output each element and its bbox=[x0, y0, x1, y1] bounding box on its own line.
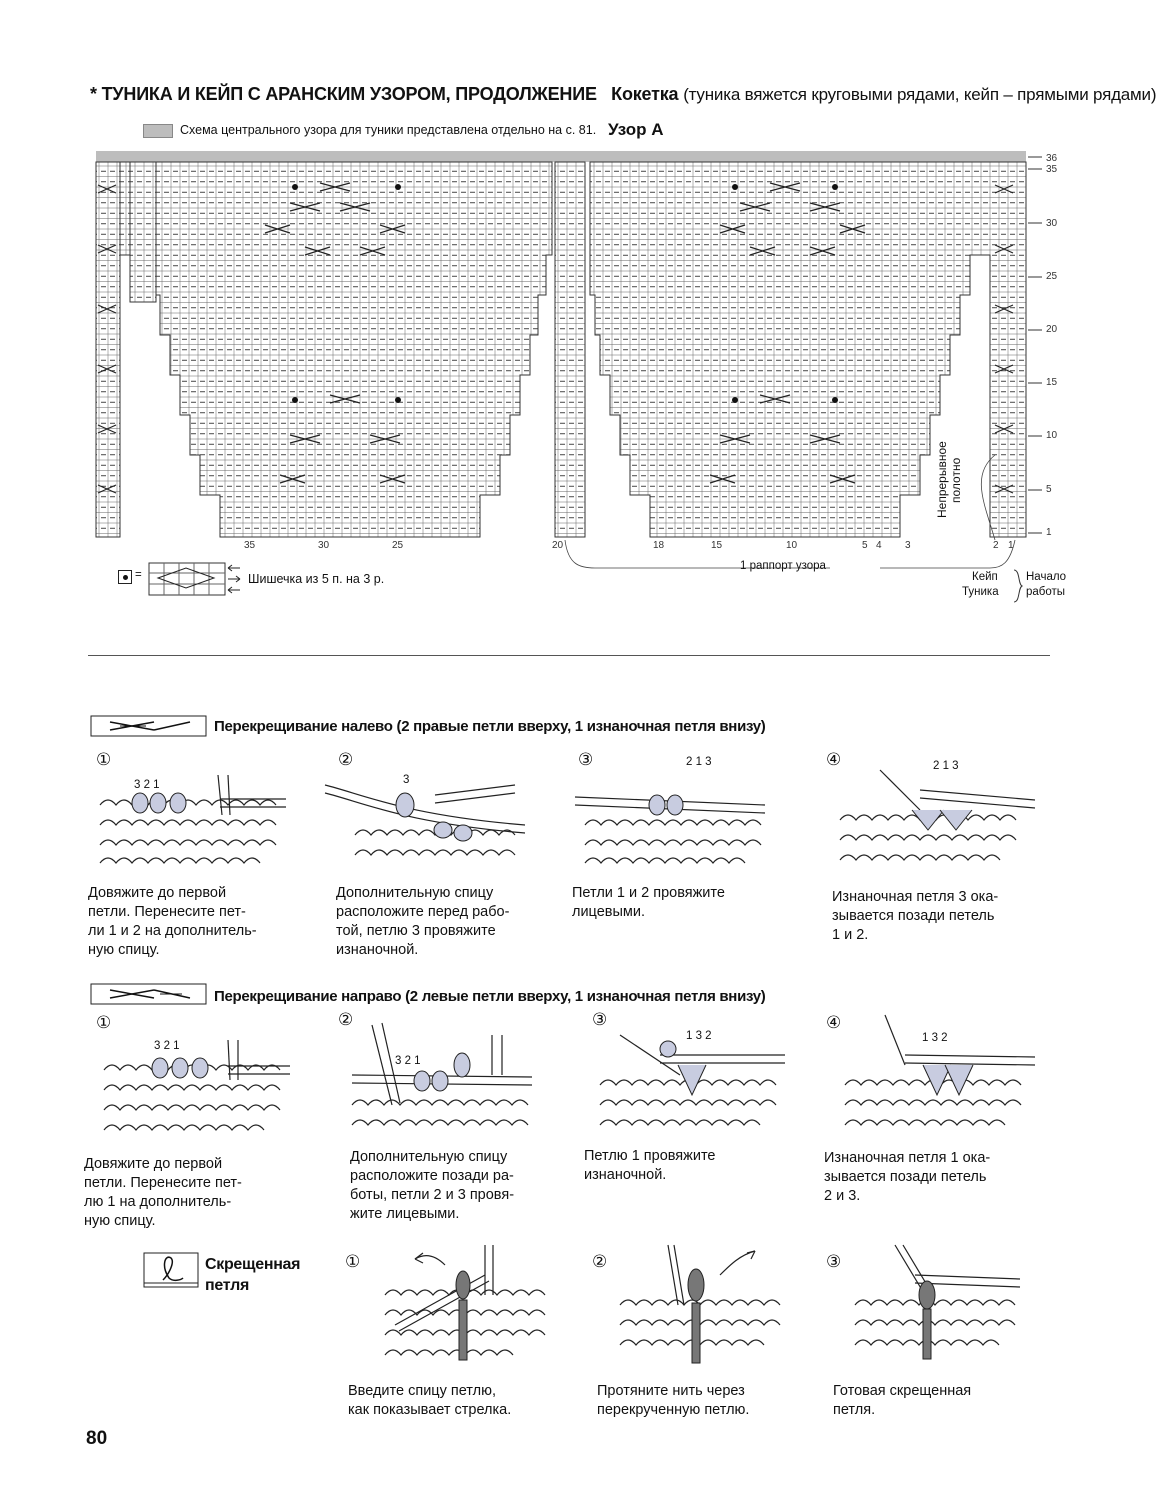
cross-right-step1-caption: Довяжите до первой петли. Перенесите пет- лю 1 на дополнитель- ную спицу. bbox=[84, 1156, 242, 1229]
row-arrows bbox=[1028, 157, 1042, 533]
chart-left-panel bbox=[96, 162, 552, 537]
cross-right-step2-labels: 3 2 1 bbox=[395, 1055, 421, 1067]
cross-right-step4-labels: 1 3 2 bbox=[922, 1032, 948, 1044]
continuous-fabric-label bbox=[935, 440, 963, 520]
cross-right-step3-labels: 1 3 2 bbox=[686, 1030, 712, 1042]
col-label-10: 10 bbox=[786, 540, 798, 551]
twisted-step3-num: ③ bbox=[826, 1252, 842, 1271]
cross-left-step4-num: ④ bbox=[826, 750, 842, 769]
row-label-15: 15 bbox=[1046, 377, 1058, 388]
cross-left-title: Перекрещивание налево (2 правые петли вверху, 1 изнаночная петля внизу) bbox=[214, 718, 766, 735]
cross-left-step1-illustration bbox=[96, 775, 286, 875]
cross-right-step4-illustration bbox=[845, 1015, 1035, 1145]
tunic-label: Туника bbox=[962, 586, 999, 598]
twisted-step2-illustration bbox=[620, 1245, 785, 1375]
yoke-label: Кокетка bbox=[611, 84, 679, 104]
twisted-stitch-title bbox=[205, 1254, 300, 1296]
twisted-step1-num: ① bbox=[345, 1252, 361, 1271]
kape-label: Кейп bbox=[972, 571, 998, 583]
page-title bbox=[90, 84, 1156, 105]
cross-right-symbol-icon bbox=[90, 983, 207, 1005]
row-label-10: 10 bbox=[1046, 430, 1058, 441]
cross-right-title: Перекрещивание направо (2 левые петли вверху, 1 изнаночная петля внизу) bbox=[214, 988, 766, 1005]
twisted-step2-num: ② bbox=[592, 1252, 608, 1271]
side-label-line2: полотно bbox=[949, 457, 963, 503]
cross-right-step3-num: ③ bbox=[592, 1010, 608, 1029]
col-label-3: 3 bbox=[905, 540, 911, 551]
cross-left-symbol-icon bbox=[90, 715, 207, 737]
chart-top-band bbox=[96, 151, 1026, 162]
col-label-2: 2 bbox=[993, 540, 999, 551]
row-label-35: 35 bbox=[1046, 164, 1058, 175]
row-label-25: 25 bbox=[1046, 271, 1058, 282]
cross-right-step4-caption: Изнаночная петля 1 ока- зывается позади петель 2 и 3. bbox=[824, 1150, 991, 1204]
twisted-step3-illustration bbox=[855, 1245, 1020, 1375]
col-label-4: 4 bbox=[876, 540, 882, 551]
row-label-1: 1 bbox=[1046, 527, 1052, 538]
cross-right-step1-illustration bbox=[100, 1040, 290, 1145]
col-label-35: 35 bbox=[244, 540, 256, 551]
cross-left-step4-illustration bbox=[840, 770, 1035, 875]
col-label-5: 5 bbox=[862, 540, 868, 551]
twisted-step2-caption: Протяните нить через перекрученную петлю. bbox=[597, 1383, 750, 1418]
cross-left-step3-num: ③ bbox=[578, 750, 594, 769]
col-label-30: 30 bbox=[318, 540, 330, 551]
twisted-stitch-symbol-icon bbox=[143, 1252, 199, 1288]
start-label-2: работы bbox=[1026, 586, 1066, 598]
twisted-title-line2: петля bbox=[205, 1277, 249, 1294]
col-label-1: 1 bbox=[1008, 540, 1014, 551]
section-divider bbox=[88, 655, 1050, 656]
yoke-note: (туника вяжется круговыми рядами, кейп – прямыми рядами) bbox=[683, 85, 1156, 104]
cross-left-step3-caption: Петли 1 и 2 провяжите лицевыми. bbox=[572, 885, 725, 920]
cross-left-step2-illustration bbox=[325, 775, 525, 875]
chart-middle-column bbox=[555, 162, 585, 537]
row-label-30: 30 bbox=[1046, 218, 1058, 229]
title-main: * ТУНИКА И КЕЙП С АРАНСКИМ УЗОРОМ, ПРОДОЛЖЕНИЕ bbox=[90, 84, 597, 104]
bobble-equals: = bbox=[135, 569, 142, 581]
twisted-title-line1: Скрещенная bbox=[205, 1256, 301, 1273]
bobble-dot-icon bbox=[123, 575, 128, 580]
cross-right-step2-illustration bbox=[352, 1015, 537, 1145]
row-label-20: 20 bbox=[1046, 324, 1058, 335]
cross-left-step2-labels: 3 bbox=[403, 774, 410, 786]
cross-left-step2-num: ② bbox=[338, 750, 354, 769]
start-label-1: Начало bbox=[1026, 571, 1067, 583]
side-label-line1: Непрерывное bbox=[935, 441, 949, 519]
cross-right-step1-labels: 3 2 1 bbox=[154, 1040, 180, 1052]
row-label-5: 5 bbox=[1046, 484, 1052, 495]
pattern-name: Узор А bbox=[608, 120, 664, 139]
cross-right-step1-num: ① bbox=[96, 1013, 112, 1032]
chart-left-column bbox=[130, 162, 156, 302]
cross-right-step3-illustration bbox=[600, 1015, 785, 1145]
grey-legend-swatch bbox=[143, 124, 173, 138]
cross-left-step3-labels: 2 1 3 bbox=[686, 756, 712, 768]
twisted-step1-illustration bbox=[385, 1245, 550, 1375]
col-label-15: 15 bbox=[711, 540, 723, 551]
page-number: 80 bbox=[86, 1428, 108, 1449]
repeat-label: 1 раппорт узора bbox=[740, 560, 826, 572]
cross-left-step3-illustration bbox=[575, 775, 780, 875]
row-label-36: 36 bbox=[1046, 153, 1058, 164]
cross-left-step1-caption: Довяжите до первой петли. Перенесите пет- ли 1 и 2 на дополнитель- ную спицу. bbox=[88, 885, 257, 958]
cross-left-step4-labels: 2 1 3 bbox=[933, 760, 959, 772]
twisted-step1-caption: Введите спицу петлю, как показывает стрелка. bbox=[348, 1383, 512, 1418]
cross-left-step1-num: ① bbox=[96, 750, 112, 769]
col-label-20: 20 bbox=[552, 540, 564, 551]
twisted-step3-caption: Готовая скрещенная петля. bbox=[833, 1383, 972, 1418]
cross-left-step1-labels: 3 2 1 bbox=[134, 779, 160, 791]
cross-right-step2-num: ② bbox=[338, 1010, 354, 1029]
cross-left-step4-caption: Изнаночная петля 3 ока- зывается позади петель 1 и 2. bbox=[832, 889, 999, 943]
col-label-25: 25 bbox=[392, 540, 404, 551]
col-label-18: 18 bbox=[653, 540, 665, 551]
cross-right-step2-caption: Дополнительную спицу расположите позади ра- боты, петли 2 и 3 провя- жите лицевыми. bbox=[350, 1149, 515, 1222]
chart-left-edge bbox=[96, 162, 120, 537]
cross-right-step3-caption: Петлю 1 провяжите изнаночной. bbox=[584, 1148, 716, 1183]
legend-note: Схема центрального узора для туники представлена отдельно на с. 81. bbox=[180, 123, 597, 137]
bobble-symbol bbox=[118, 570, 132, 584]
cross-left-step2-caption: Дополнительную спицу расположите перед рабо- той, петлю 3 провяжите изнаночной. bbox=[336, 885, 510, 958]
cross-right-step4-num: ④ bbox=[826, 1013, 842, 1032]
bobble-diagram-icon bbox=[148, 562, 244, 596]
bobble-label: Шишечка из 5 п. на 3 р. bbox=[248, 572, 385, 586]
start-brace bbox=[1010, 568, 1026, 604]
